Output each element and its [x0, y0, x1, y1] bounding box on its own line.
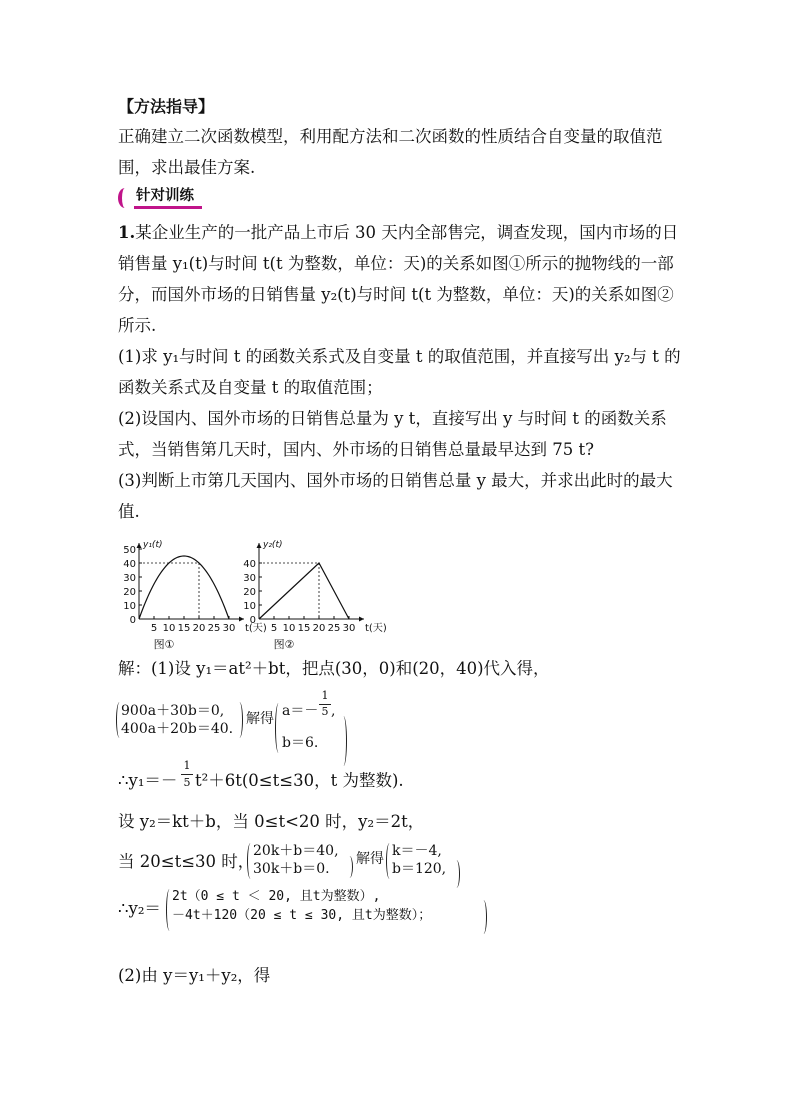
solution-2-right-brace	[453, 860, 460, 888]
system-2-right-brace	[346, 856, 353, 878]
x-tick-label: 25	[207, 623, 221, 634]
y-tick-label: 20	[243, 587, 256, 598]
badge-label: 针对训练	[134, 187, 202, 209]
x-tick-label: 5	[270, 623, 278, 634]
y-tick-label: 30	[243, 573, 256, 584]
badge-arc-icon	[118, 188, 132, 208]
solve-word-2: 解得	[356, 851, 384, 867]
problem-number: 1.	[118, 223, 136, 242]
y-axis-arrow	[137, 543, 142, 548]
system-1-eq-1: 900a＋30b＝0,	[121, 703, 225, 719]
y-axis-label: y₁(t)	[143, 540, 163, 550]
y1-frac-num: 1	[183, 759, 191, 772]
chart-1	[112, 528, 267, 652]
problem-line-3: 分，而国外市场的日销售量 y₂(t)与时间 t(t 为整数，单位：天)的关系如图②	[118, 285, 674, 304]
system-1-eq-2: 400a＋20b＝40.	[121, 721, 234, 737]
question-1-line-1: (1)求 y₁与时间 t 的函数关系式及自变量 t 的取值范围，并直接写出 y₂与 t 的	[118, 347, 681, 366]
y1-frac-bar	[181, 774, 193, 775]
series-line	[139, 556, 229, 619]
y2-part-1: 设 y₂＝kt＋b，当 0≤t<20 时，y₂＝2t，	[118, 812, 425, 831]
method-guide-line-1: 正确建立二次函数模型，利用配方法和二次函数的性质结合自变量的取值范	[118, 127, 663, 146]
a-frac-den: 5	[321, 705, 329, 718]
question-3-line-1: (3)判断上市第几天国内、国外市场的日销售总量 y 最大，并求出此时的最大	[118, 471, 673, 490]
piecewise-right-brace	[480, 900, 487, 934]
problem-line-4: 所示.	[118, 316, 157, 335]
solution-intro: 解：(1)设 y₁＝at²＋bt，把点(30，0)和(20，40)代入得，	[118, 659, 550, 678]
y1-prefix: ∴y₁＝－	[118, 771, 178, 790]
problem-line-1	[118, 222, 678, 244]
a-frac-num: 1	[321, 689, 329, 702]
y-axis-arrow	[257, 543, 262, 548]
x-tick-label: 30	[342, 623, 356, 634]
b-value: b＝6.	[282, 735, 319, 751]
question-2-line-1: (2)设国内、国外市场的日销售总量为 y t，直接写出 y 与时间 t 的函数关系	[118, 409, 667, 428]
a-prefix: a＝－	[282, 703, 319, 719]
question-3-line-2: 值.	[118, 502, 140, 521]
series-line	[259, 563, 349, 619]
solution-1-left-brace	[275, 703, 282, 753]
y-tick-label: 50	[123, 545, 136, 556]
method-guide-line-2: 围，求出最佳方案.	[118, 158, 256, 177]
part-2-start: (2)由 y＝y₁＋y₂，得	[118, 966, 271, 985]
x-tick-label: 20	[192, 623, 206, 634]
k-value: k＝－4,	[392, 843, 442, 859]
x-tick-label: 5	[150, 623, 158, 634]
y2-lead: ∴y₂＝	[118, 899, 161, 918]
x-tick-label: 15	[177, 623, 191, 634]
y1-suffix: t²＋6t(0≤t≤30，t 为整数).	[195, 771, 404, 790]
y-tick-label: 0	[249, 615, 256, 626]
y-axis-label: y₂(t)	[263, 540, 283, 550]
y1-frac-den: 5	[183, 776, 191, 789]
y-tick-label: 40	[243, 559, 256, 570]
x-tick-label: 30	[222, 623, 236, 634]
y2-part-2-lead: 当 20≤t≤30 时，	[118, 852, 255, 871]
y-tick-label: 40	[123, 559, 136, 570]
x-tick-label: 10	[282, 623, 296, 634]
solution-1-right-brace	[340, 716, 347, 766]
system-1-left-brace	[116, 702, 123, 738]
y-tick-label: 10	[123, 601, 136, 612]
problem-text-1: 某企业生产的一批产品上市后 30 天内全部售完，调查发现，国内市场的日	[135, 223, 679, 242]
system-2-eq-2: 30k＋b＝0.	[253, 861, 330, 877]
x-tick-label: 10	[162, 623, 176, 634]
system-2-eq-1: 20k＋b＝40,	[253, 843, 339, 859]
question-2-line-2: 式，当销售第几天时，国内、外市场的日销售总量最早达到 75 t?	[118, 440, 594, 459]
practice-badge	[118, 187, 202, 209]
chart-caption: 图②	[273, 638, 295, 651]
method-guide-title: 【方法指导】	[118, 97, 215, 116]
x-tick-label: 15	[297, 623, 311, 634]
a-comma: ,	[331, 703, 336, 719]
x-tick-label: 20	[312, 623, 326, 634]
b2-value: b＝120,	[392, 861, 447, 877]
x-tick-label: 25	[327, 623, 341, 634]
y2-case-1: 2t（0 ≤ t ＜ 20, 且t为整数）,	[172, 889, 381, 904]
question-1-line-2: 函数关系式及自变量 t 的取值范围；	[118, 378, 383, 397]
solve-word-1: 解得	[246, 711, 274, 727]
y-tick-label: 20	[123, 587, 136, 598]
system-1-right-brace	[236, 702, 243, 738]
y2-case-2: －4t＋120（20 ≤ t ≤ 30, 且t为整数）；	[172, 908, 432, 923]
problem-line-2: 销售量 y₁(t)与时间 t(t 为整数，单位：天)的关系如图①所示的抛物线的一部	[118, 254, 674, 273]
y-tick-label: 0	[129, 615, 136, 626]
y-tick-label: 30	[123, 573, 136, 584]
chart-2	[232, 528, 387, 652]
y-tick-label: 10	[243, 601, 256, 612]
x-axis-label: t(天)	[365, 623, 387, 634]
x-axis-label: t(天)	[245, 623, 267, 634]
chart-caption: 图①	[153, 638, 175, 651]
x-axis-arrow	[359, 617, 364, 622]
